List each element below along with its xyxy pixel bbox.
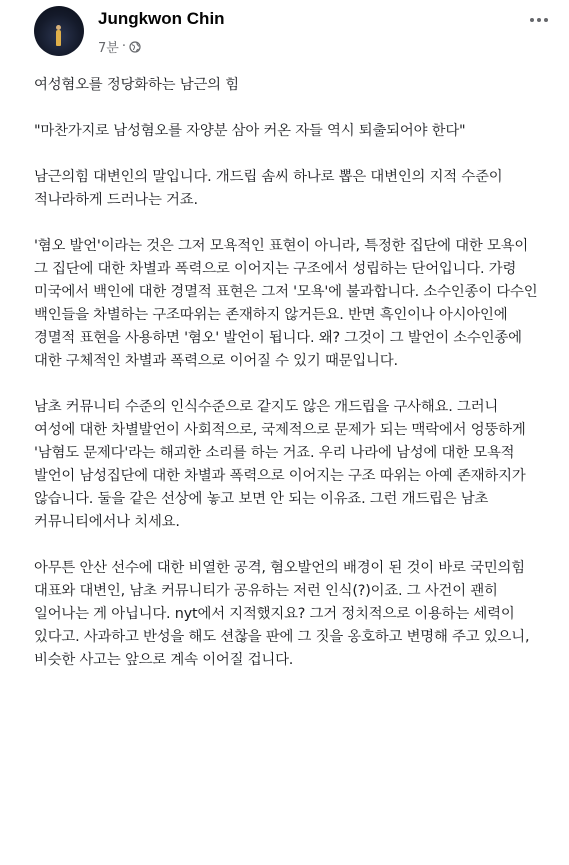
- post-body: [34, 74, 539, 672]
- meta-separator: ·: [121, 39, 126, 54]
- post-paragraph: 남근의힘 대변인의 말입니다. 개드립 솜씨 하나로 뽑은 대변인의 지적 수준이 적나라하게 드러나는 거죠.: [34, 169, 503, 208]
- post-paragraph: 아무튼 안산 선수에 대한 비열한 공격, 혐오발언의 배경이 된 것이 바로 국민의힘 대표와 대변인, 남초 커뮤니티가 공유하는 저런 인식(?)이죠. 그 사건이 괜히 일어나는 게 아닙니다. nyt에서 지적했지요? 그거 정치적으로 이용하는 세력이 있다고. 사과하고 반성을 해도 션찮을 판에 그 짓을 옹호하고 변명해 주고 있으니, 비슷한 사고는 앞으로 계속 이어질 겁니다.: [34, 560, 530, 668]
- more-dot: [537, 18, 541, 22]
- post-meta: [98, 37, 141, 56]
- avatar-figure-body: [56, 30, 61, 46]
- avatar[interactable]: [34, 6, 84, 56]
- post-paragraph: 남초 커뮤니티 수준의 인식수준으로 같지도 않은 개드립을 구사해요. 그러니 여성에 대한 차별발언이 사회적으로, 국제적으로 문제가 되는 맥락에서 엉뚱하게 '남혐도 문제다'라는 해괴한 소리를 하는 거죠. 우리 나라에 남성에 대한 모욕적 발언이 남성집단에 대한 차별과 폭력으로 이어지는 구조 따위는 아예 존재하지가 않습니다. 둘을 같은 선상에 놓고 보면 안 되는 이유죠. 그런 개드립은 남초 커뮤니티에서나 치세요.: [34, 399, 526, 530]
- post-paragraph: '혐오 발언'이라는 것은 그저 모욕적인 표현이 아니라, 특정한 집단에 대한 모욕이 그 집단에 대한 차별과 폭력으로 이어지는 구조에서 성립하는 단어입니다. 가령 미국에서 백인에 대한 경멸적 표현은 그저 '모욕'에 불과합니다. 소수인종이 다수인 백인들을 차별하는 구조따위는 존재하지 않거든요. 반면 흑인이나 아시아인에 경멸적 표현을 사용하면 '혐오' 발언이 됩니다. 왜? 그것이 그 발언이 소수인종에 대한 구체적인 차별과 폭력으로 이어질 수 있기 때문입니다.: [34, 238, 538, 369]
- globe-icon: [129, 41, 141, 53]
- post-paragraph-quote: "마찬가지로 남성혐오를 자양분 삼아 커온 자들 역시 퇴출되어야 한다": [34, 123, 466, 139]
- more-dot: [544, 18, 548, 22]
- post-header: [34, 6, 554, 58]
- post-time[interactable]: 7분: [98, 41, 119, 56]
- post-paragraph-title: 여성혐오를 정당화하는 남근의 힘: [34, 77, 239, 93]
- more-options-icon[interactable]: [524, 8, 554, 32]
- more-dot: [530, 18, 534, 22]
- author-name[interactable]: Jungkwon Chin: [98, 9, 225, 28]
